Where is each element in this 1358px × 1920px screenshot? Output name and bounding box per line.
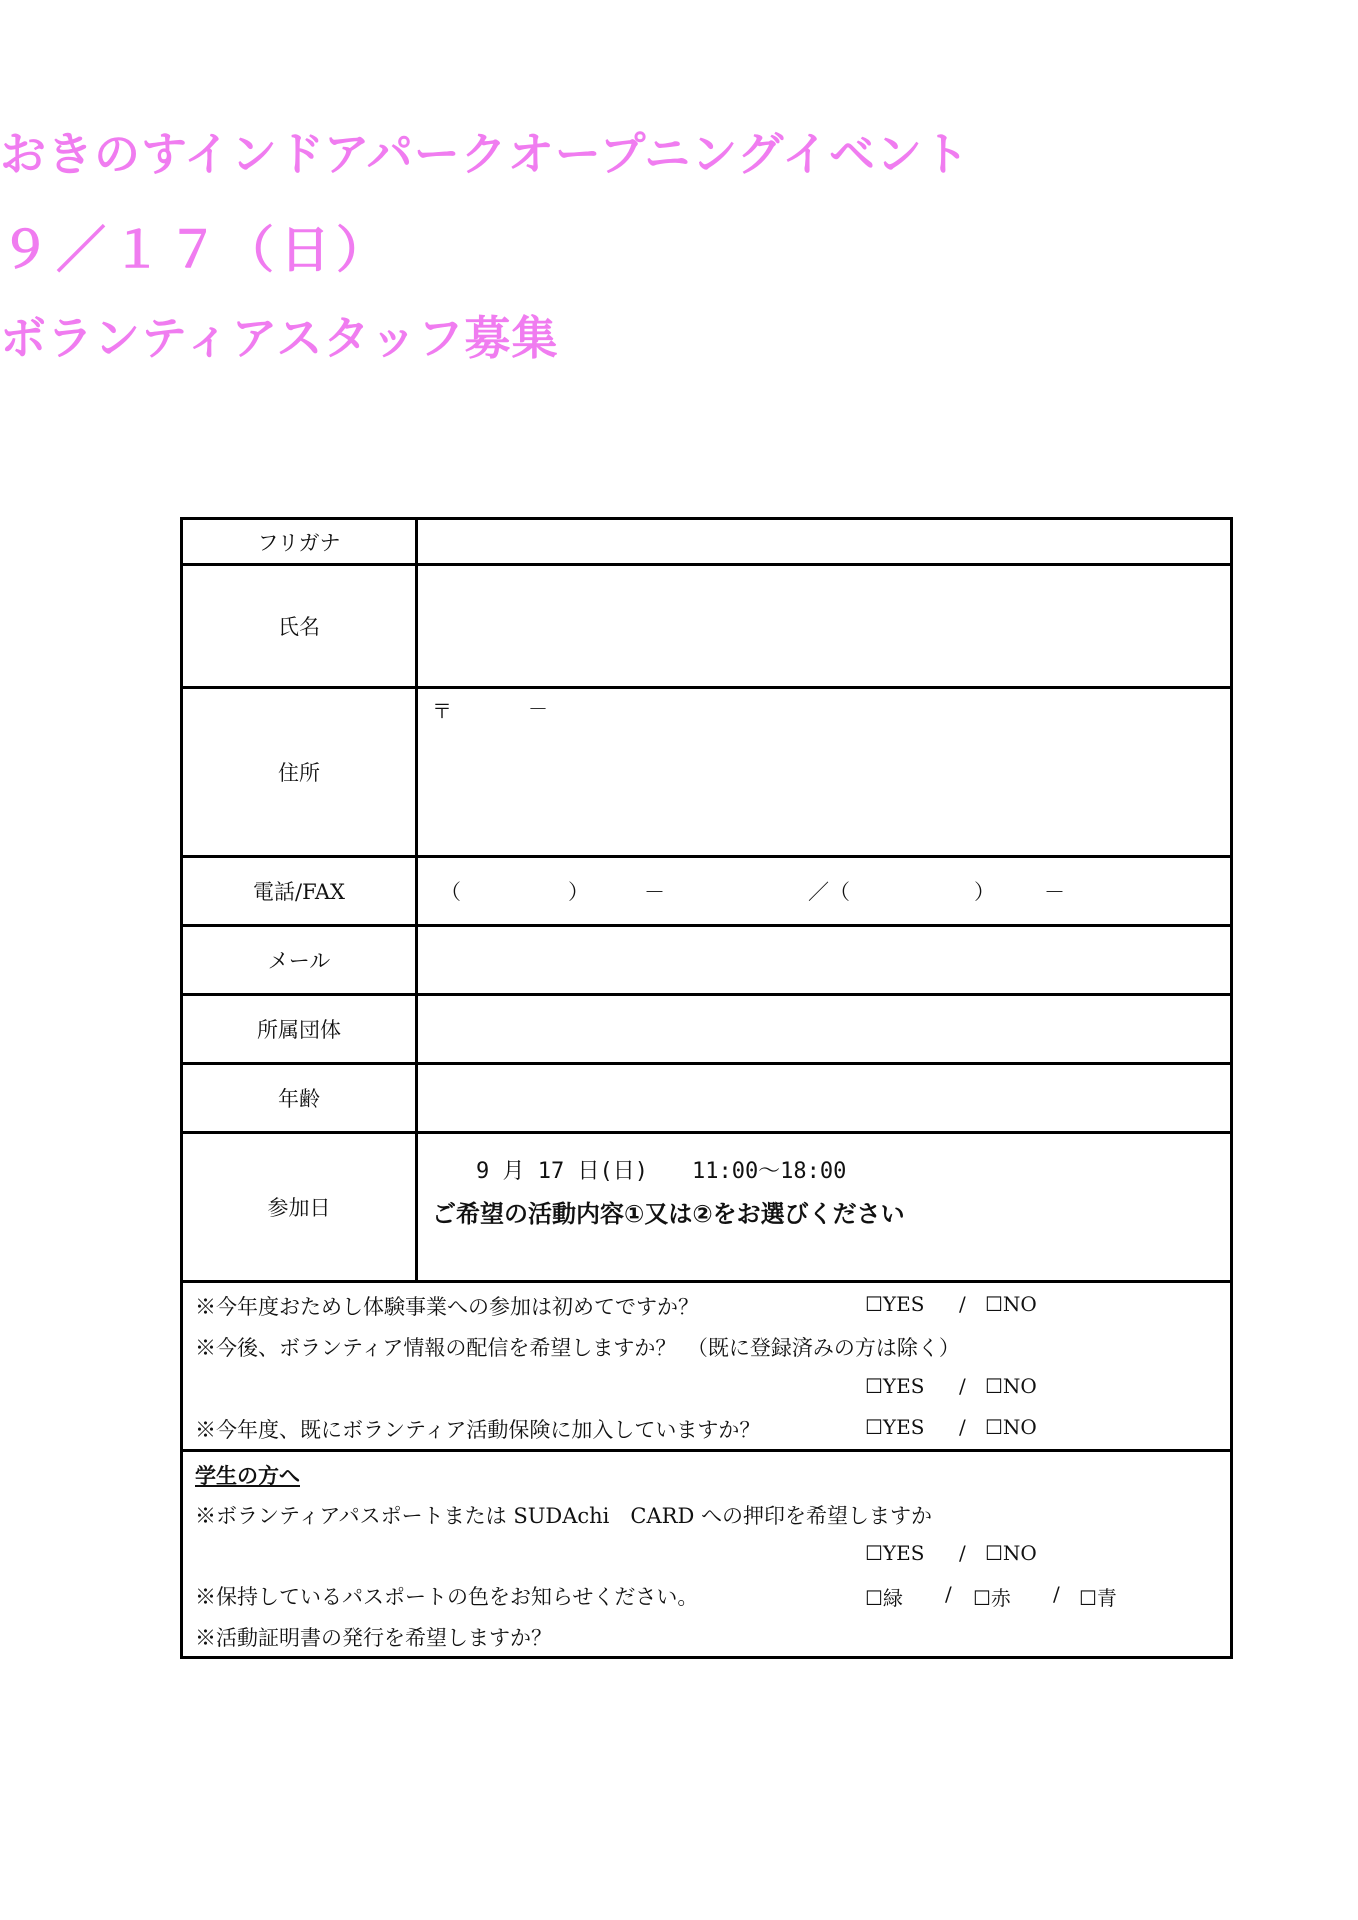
question-passport-stamp: ※ボランティアパスポートまたは SUDAchi CARD への押印を希望しますか xyxy=(195,1504,932,1528)
color-red-checkbox[interactable]: ☐赤 xyxy=(973,1586,1011,1610)
fax-paren-close: ） xyxy=(974,880,995,904)
mail-label: メール xyxy=(182,926,417,995)
group-label: 所属団体 xyxy=(182,995,417,1064)
question-certificate: ※活動証明書の発行を希望しますか？ xyxy=(195,1626,552,1650)
event-title: おきのすインドアパークオープニングイベント xyxy=(0,127,970,181)
furigana-label: フリガナ xyxy=(182,519,417,565)
day-label: 参加日 xyxy=(182,1133,417,1282)
color-slash-2: / xyxy=(1053,1582,1060,1606)
q3-no-checkbox[interactable]: ☐NO xyxy=(985,1415,1037,1439)
postal-mark: 〒 xyxy=(432,699,452,723)
fax-paren-open: ／（ xyxy=(808,880,850,904)
day-field xyxy=(417,1133,1232,1282)
students-box xyxy=(182,1451,1232,1658)
color-blue-checkbox[interactable]: ☐青 xyxy=(1079,1586,1117,1610)
event-date: ９／１７（日） xyxy=(0,221,392,279)
q1-slash: / xyxy=(959,1292,966,1316)
question-insurance: ※今年度、既にボランティア活動保険に加入していますか？ xyxy=(195,1418,761,1442)
activity-choice-note: ご希望の活動内容①又は②をお選びください xyxy=(432,1200,905,1228)
tel-field[interactable] xyxy=(417,857,1232,926)
mail-field[interactable] xyxy=(417,926,1232,995)
age-field[interactable] xyxy=(417,1064,1232,1133)
address-label: 住所 xyxy=(182,688,417,857)
name-field[interactable] xyxy=(417,565,1232,688)
q2-no-checkbox[interactable]: ☐NO xyxy=(985,1374,1037,1398)
s1-yes-checkbox[interactable]: ☐YES xyxy=(865,1541,925,1565)
q2-yes-checkbox[interactable]: ☐YES xyxy=(865,1374,925,1398)
students-title: 学生の方へ xyxy=(195,1463,300,1488)
fax-dash: － xyxy=(1044,880,1065,904)
age-label: 年齢 xyxy=(182,1064,417,1133)
recruit-title: ボランティアスタッフ募集 xyxy=(0,311,559,365)
color-green-checkbox[interactable]: ☐緑 xyxy=(865,1586,903,1610)
color-slash-1: / xyxy=(945,1582,952,1606)
application-form xyxy=(180,517,1233,1659)
s1-no-checkbox[interactable]: ☐NO xyxy=(985,1541,1037,1565)
q3-yes-checkbox[interactable]: ☐YES xyxy=(865,1415,925,1439)
name-label: 氏名 xyxy=(182,565,417,688)
tel-paren-close: ） xyxy=(568,880,589,904)
q2-slash: / xyxy=(959,1374,966,1398)
question-first-time: ※今年度おためし体験事業への参加は初めてですか？ xyxy=(195,1295,699,1319)
question-newsletter: ※今後、ボランティア情報の配信を希望しますか？ （既に登録済みの方は除く） xyxy=(195,1336,960,1360)
address-field[interactable] xyxy=(417,688,1232,857)
furigana-field[interactable] xyxy=(417,519,1232,565)
question-passport-color: ※保持しているパスポートの色をお知らせください。 xyxy=(195,1585,699,1609)
s1-slash: / xyxy=(959,1541,966,1565)
tel-dash: － xyxy=(644,880,665,904)
q1-yes-checkbox[interactable]: ☐YES xyxy=(865,1292,925,1316)
event-day-time: 9 月 17 日(日) 11:00～18:00 xyxy=(476,1159,847,1184)
tel-paren-open: （ xyxy=(440,880,461,904)
tel-label: 電話/FAX xyxy=(182,857,417,926)
group-field[interactable] xyxy=(417,995,1232,1064)
q1-no-checkbox[interactable]: ☐NO xyxy=(985,1292,1037,1316)
postal-dash: － xyxy=(528,697,548,721)
questions-box xyxy=(182,1282,1232,1451)
q3-slash: / xyxy=(959,1415,966,1439)
